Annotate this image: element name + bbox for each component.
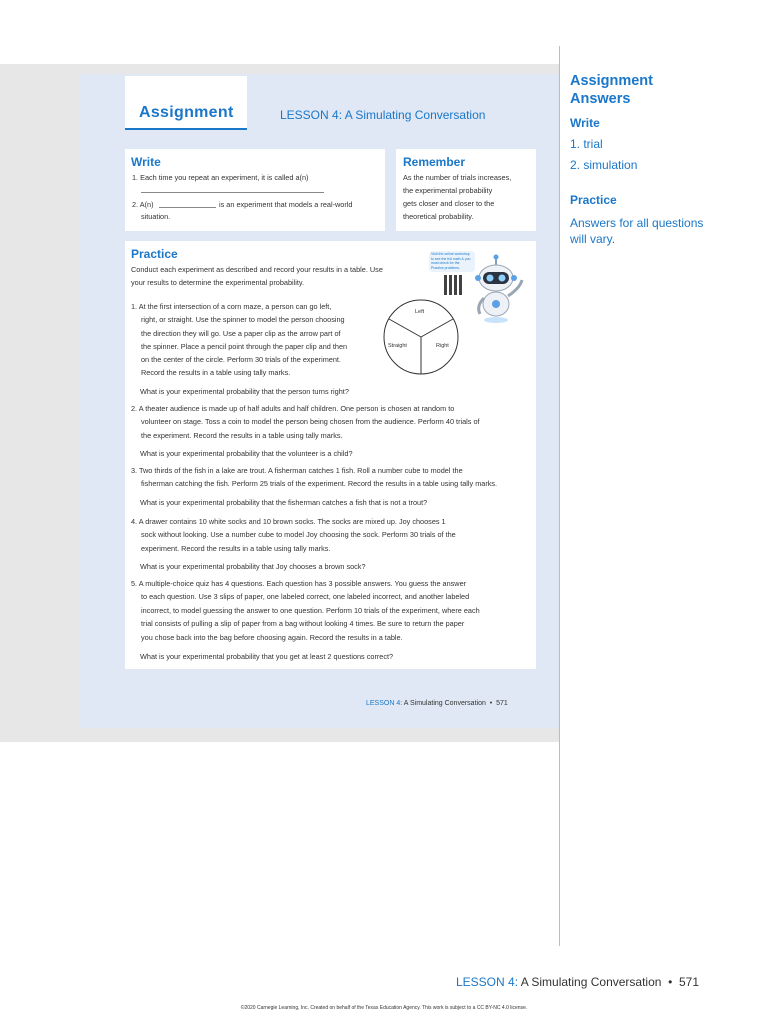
write-question-2-end: is an experiment that models a real-world xyxy=(219,200,353,209)
question-2-line: volunteer on stage. Toss a coin to model the person being chosen from the audience. Perform 40 trials of xyxy=(141,417,480,426)
page-footer xyxy=(366,700,508,707)
question-1-line: on the center of the circle. Perform 30 trials of the experiment. xyxy=(141,355,341,364)
page-footer-lesson: LESSON 4: xyxy=(366,700,403,707)
answers-title-line: Assignment xyxy=(570,73,653,89)
remember-line: the experimental probability xyxy=(403,186,493,195)
question-5-prompt: What is your experimental probability that you get at least 2 questions correct? xyxy=(140,652,394,661)
question-5-line: 5. A multiple-choice quiz has 4 questions. Each question has 3 possible answers. You guess the answer xyxy=(131,579,467,588)
answer-blank-1 xyxy=(141,192,324,193)
question-1-line: the direction they will go. Use a paper clip as the arrow part of xyxy=(141,329,341,338)
answers-title-line: Answers xyxy=(570,91,631,107)
question-1-line: right, or straight. Use the spinner to model the person choosing xyxy=(141,315,345,324)
remember-line: theoretical probability. xyxy=(403,212,474,221)
question-1-line: Record the results in a table using tally marks. xyxy=(141,368,291,377)
question-4-line: experiment. Record the results in a table using tally marks. xyxy=(141,544,331,553)
spinner-diagram xyxy=(383,290,459,384)
question-2-prompt: What is your experimental probability that the volunteer is a child? xyxy=(140,449,353,458)
robot-mascot-icon xyxy=(472,254,532,326)
footer-lesson: LESSON 4: xyxy=(456,975,519,989)
question-4-prompt: What is your experimental probability that Joy chooses a brown sock? xyxy=(140,562,366,571)
remember-line: gets closer and closer to the xyxy=(403,199,495,208)
remember-line: As the number of trials increases, xyxy=(403,173,512,182)
practice-intro-line: Conduct each experiment as described and record your results in a table. Use xyxy=(131,265,383,274)
remember-heading: Remember xyxy=(403,155,466,169)
question-1-line: 1. At the first intersection of a corn maze, a person can go left, xyxy=(131,302,332,311)
page-footer-title: A Simulating Conversation xyxy=(403,700,486,707)
question-4-line: sock without looking. Use a number cube to model Joy choosing the sock. Perform 30 trials of the xyxy=(141,530,456,539)
answers-write-item: 2. simulation xyxy=(570,158,638,172)
write-heading: Write xyxy=(131,155,161,169)
assignment-title: Assignment xyxy=(139,104,234,121)
question-5-line: incorrect, to model guessing the answer to one question. Perform 10 trials of the experiment, where each xyxy=(141,606,480,615)
question-3-line: fisherman catching the fish. Perform 25 trials of the experiment. Record the results in a table using tally marks. xyxy=(141,479,498,488)
question-3-prompt: What is your experimental probability that the fisherman catches a fish that is not a trout? xyxy=(140,498,428,507)
robot-speech-bubble: Visit the online workshop to see the full math & you must check for the Practice problems. xyxy=(429,251,475,272)
spinner-label-left: Left xyxy=(415,309,425,315)
footer-page-number: 571 xyxy=(679,975,700,989)
book-footer xyxy=(456,975,699,989)
spinner-label-right: Right xyxy=(436,343,449,349)
write-question-2-cont: situation. xyxy=(141,212,171,221)
answers-title xyxy=(570,72,653,108)
write-question-1: 1. Each time you repeat an experiment, it is called a(n) xyxy=(132,173,309,182)
lesson-heading: LESSON 4: A Simulating Conversation xyxy=(280,108,486,122)
answers-practice-text: will vary. xyxy=(570,232,616,246)
page-footer-bullet: • xyxy=(489,700,493,707)
practice-intro-line: your results to determine the experimental probability. xyxy=(131,278,305,287)
margin-divider xyxy=(559,46,560,946)
assignment-underline xyxy=(125,128,247,130)
question-2-line: 2. A theater audience is made up of half adults and half children. One person is chosen at random to xyxy=(131,404,455,413)
copyright-notice: ©2020 Carnegie Learning, Inc. Created on behalf of the Texas Education Agency. This work is subject to a CC BY-NC 4.0 license. xyxy=(240,1005,528,1011)
page-footer-number: 571 xyxy=(496,700,508,707)
answers-practice-heading: Practice xyxy=(570,193,617,207)
question-3-line: 3. Two thirds of the fish in a lake are trout. A fisherman catches 1 fish. Roll a number cube to model the xyxy=(131,466,463,475)
question-5-line: you chose back into the bag before choosing again. Record the results in a table. xyxy=(141,633,403,642)
question-5-line: to each question. Use 3 slips of paper, one labeled correct, one labeled incorrect, and another labeled xyxy=(141,592,470,601)
question-5-line: trial consists of pulling a slip of paper from a bag without looking 4 times. Be sure to return the paper xyxy=(141,619,465,628)
answers-write-heading: Write xyxy=(570,116,600,130)
answers-practice-text: Answers for all questions xyxy=(570,216,704,230)
question-4-line: 4. A drawer contains 10 white socks and 10 brown socks. The socks are mixed up. Joy chooses 1 xyxy=(131,517,446,526)
footer-bullet: • xyxy=(668,975,673,989)
spinner-label-straight: Straight xyxy=(388,343,407,349)
practice-heading: Practice xyxy=(131,247,178,261)
question-1-prompt: What is your experimental probability that the person turns right? xyxy=(140,387,349,396)
question-2-line: the experiment. Record the results in a table using tally marks. xyxy=(141,431,343,440)
answer-blank-2 xyxy=(159,207,216,208)
footer-title: A Simulating Conversation xyxy=(520,975,662,989)
question-1-line: the spinner. Place a pencil point through the paper clip and then xyxy=(141,342,348,351)
answers-write-item: 1. trial xyxy=(570,137,603,151)
write-question-2-start: 2. A(n) xyxy=(132,200,154,209)
